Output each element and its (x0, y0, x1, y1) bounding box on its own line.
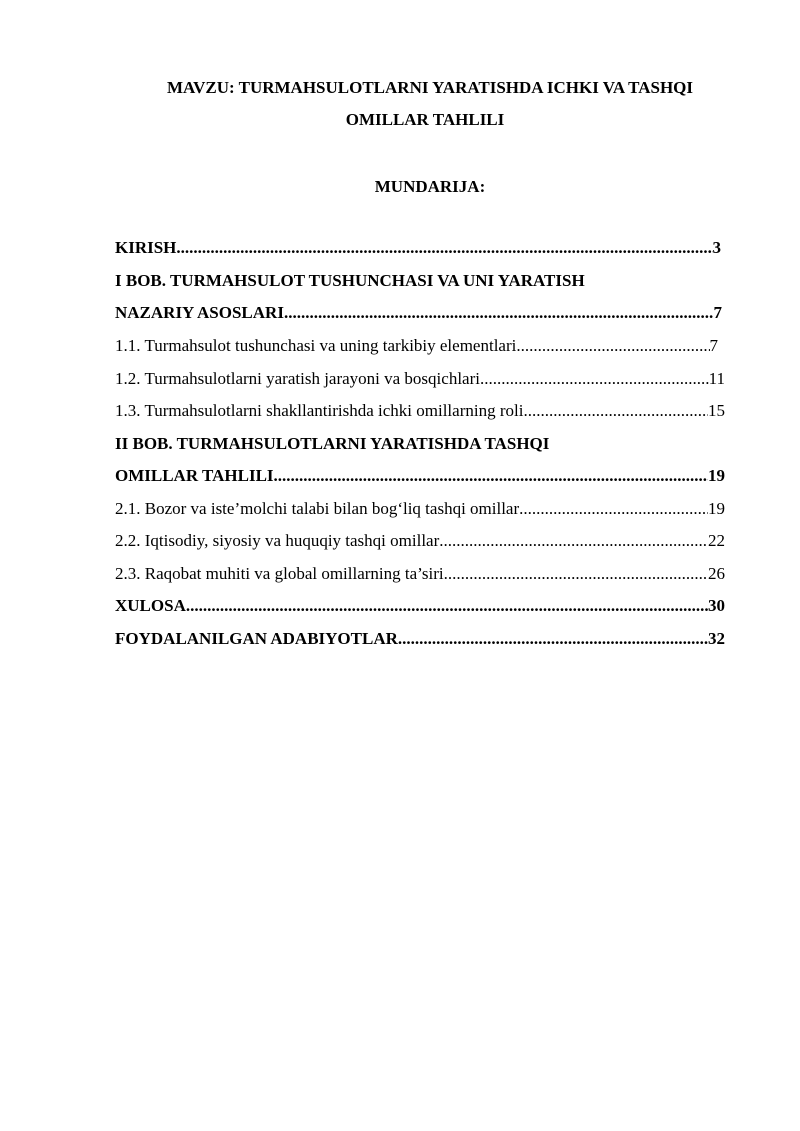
toc-page-number: 3 (712, 238, 721, 257)
toc-leader-dots (444, 559, 708, 589)
toc-entry-section-1-3 (115, 396, 725, 426)
toc-page-number: 7 (713, 303, 722, 322)
toc-page-number: 15 (708, 401, 725, 420)
toc-leader-dots (186, 591, 708, 621)
toc-page-number: 7 (709, 336, 718, 355)
toc-leader-dots (274, 461, 708, 491)
toc-entry-title: 2.2. Iqtisodiy, siyosiy va huquqiy tashqi omillar (115, 531, 440, 550)
toc-leader-dots (480, 364, 709, 394)
toc-entry-kirish (115, 233, 721, 263)
toc-page-number: 19 (708, 499, 725, 518)
toc-entry-title: 2.3. Raqobat muhiti va global omillarning ta’siri (115, 564, 444, 583)
toc-entry-title: 1.2. Turmahsulotlarni yaratish jarayoni va bosqichlari (115, 369, 480, 388)
toc-entry-section-1-2 (115, 364, 725, 394)
toc-page-number: 32 (708, 629, 725, 648)
toc-entry-title: XULOSA (115, 596, 186, 615)
toc-page-number: 30 (708, 596, 725, 615)
document-title-line-2: OMILLAR TAHLILI (345, 110, 505, 129)
toc-entry-title: FOYDALANILGAN ADABIYOTLAR (115, 629, 398, 648)
toc-entry-title: 2.1. Bozor va iste’molchi talabi bilan bog‘liq tashqi omillar (115, 499, 520, 518)
toc-entry-chapter-2 (115, 461, 725, 491)
toc-leader-dots (284, 298, 714, 328)
toc-leader-dots (439, 526, 708, 556)
toc-entry-section-2-2 (115, 526, 725, 556)
toc-chapter-1-heading: I BOB. TURMAHSULOT TUSHUNCHASI VA UNI YARATISH (115, 271, 585, 290)
toc-entry-title: NAZARIY ASOSLARI (115, 303, 284, 322)
toc-entry-section-1-1 (115, 331, 718, 361)
toc-leader-dots (523, 396, 708, 426)
toc-chapter-2-heading: II BOB. TURMAHSULOTLARNI YARATISHDA TASHQI (115, 434, 550, 453)
toc-entry-title: 1.1. Turmahsulot tushunchasi va uning tarkibiy elementlari (115, 336, 517, 355)
toc-leader-dots (519, 494, 708, 524)
toc-entry-section-2-3 (115, 559, 725, 589)
toc-leader-dots (516, 331, 709, 361)
toc-entry-chapter-1 (115, 298, 722, 328)
toc-entry-title: KIRISH (115, 238, 177, 257)
toc-leader-dots (176, 233, 712, 263)
toc-page-number: 11 (708, 369, 725, 388)
toc-page-number: 19 (708, 466, 725, 485)
toc-leader-dots (398, 624, 708, 654)
toc-entry-references (115, 624, 725, 654)
toc-entry-title: 1.3. Turmahsulotlarni shakllantirishda ichki omillarning roli (115, 401, 524, 420)
toc-entry-section-2-1 (115, 494, 725, 524)
document-title-line-1: MAVZU: TURMAHSULOTLARNI YARATISHDA ICHKI VA TASHQI (166, 78, 694, 97)
toc-entry-xulosa (115, 591, 725, 621)
toc-page-number: 26 (708, 564, 725, 583)
toc-page-number: 22 (708, 531, 725, 550)
contents-heading: MUNDARIJA: (374, 177, 486, 196)
toc-entry-title: OMILLAR TAHLILI (115, 466, 274, 485)
